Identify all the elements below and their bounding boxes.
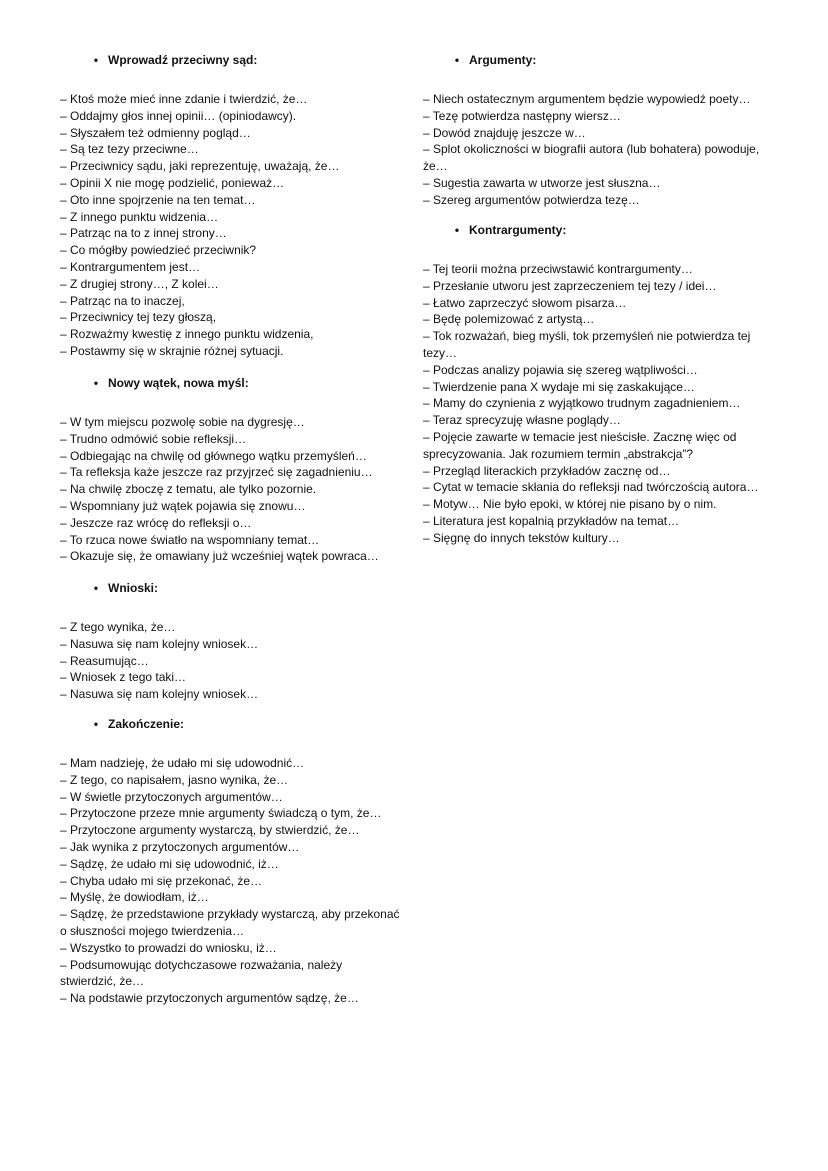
list-item: – Szereg argumentów potwierdza tezę…	[423, 192, 640, 207]
list-item: – Przytoczone przeze mnie argumenty świadczą o tym, że…	[60, 806, 382, 821]
list-item: – Jak wynika z przytoczonych argumentów…	[60, 839, 300, 854]
phrase-list	[60, 91, 400, 360]
list-item: – Nasuwa się nam kolejny wniosek…	[60, 687, 259, 702]
list-item: – Ktoś może mieć inne zdanie i twierdzić, że…	[60, 92, 308, 106]
list-item: – Patrząc na to inaczej,	[60, 293, 185, 308]
list-item: – Nasuwa się nam kolejny wniosek…	[60, 636, 259, 651]
list-item: – Tezę potwierdza następny wiersz…	[423, 108, 621, 123]
list-item: – Wniosek z tego taki…	[60, 670, 187, 685]
list-item: – Motyw… Nie było epoki, w której nie pisano by o nim.	[423, 497, 717, 512]
counterarguments-section	[423, 222, 768, 547]
conclusions-section	[60, 580, 400, 703]
section-heading	[60, 375, 400, 392]
ending-section	[60, 716, 400, 1007]
opposing-view-section	[60, 52, 400, 360]
list-item: – Cytat w temacie skłania do refleksji nad twórczością autora…	[423, 480, 759, 495]
list-item: – Pojęcie zawarte w temacie jest nieścisłe. Zacznę więc od sprecyzowania. Jak rozumiem termin „abstrakcja”?	[423, 429, 737, 461]
bullet-icon: •	[93, 717, 99, 731]
list-item: – Oddajmy głos innej opinii… (opiniodawcy).	[60, 108, 297, 123]
list-item: – Słyszałem też odmienny pogląd…	[60, 125, 251, 140]
list-item: – To rzuca nowe światło na wspomniany temat…	[60, 532, 320, 547]
list-item: – Opinii X nie mogę podzielić, ponieważ…	[60, 175, 285, 190]
list-item: – Podsumowując dotychczasowe rozważania, należy stwierdzić, że…	[60, 957, 343, 989]
new-thread-section	[60, 375, 400, 565]
heading-text: Argumenty:	[469, 53, 537, 67]
list-item: – Literatura jest kopalnią przykładów na temat…	[423, 513, 680, 528]
list-item: – Będę polemizować z artystą…	[423, 312, 595, 327]
list-item: – Łatwo zaprzeczyć słowom pisarza…	[423, 295, 627, 310]
list-item: – Kontrargumentem jest…	[60, 259, 201, 274]
list-item: – Dowód znajduję jeszcze w…	[423, 125, 586, 140]
list-item: – Przegląd literackich przykładów zacznę od…	[423, 463, 671, 478]
list-item: – Splot okoliczności w biografii autora (lub bohatera) powoduje, że…	[423, 142, 760, 174]
list-item: – Sądzę, że przedstawione przykłady wystarczą, aby przekonać o słuszności mojego twierdzenia…	[60, 907, 400, 938]
heading-text: Wnioski:	[108, 581, 158, 595]
heading-text: Kontrargumenty:	[469, 223, 567, 237]
list-item: – Są tez tezy przeciwne…	[60, 142, 199, 157]
list-item: – Mam nadzieję, że udało mi się udowodnić…	[60, 756, 305, 770]
list-item: – Ta refleksja każe jeszcze raz przyjrzeć się zagadnieniu…	[60, 465, 373, 480]
phrase-list	[60, 619, 400, 703]
heading-text: Wprowadź przeciwny sąd:	[108, 53, 258, 67]
list-item: – Myślę, że dowiodłam, iż…	[60, 890, 209, 905]
list-item: – Przeciwnicy tej tezy głoszą,	[60, 310, 217, 325]
list-item: – Z tego, co napisałem, jasno wynika, że…	[60, 772, 289, 787]
phrase-list	[60, 755, 400, 1007]
list-item: – Sięgnę do innych tekstów kultury…	[423, 530, 620, 545]
phrase-list	[423, 261, 768, 547]
list-item: – W świetle przytoczonych argumentów…	[60, 789, 283, 804]
section-heading	[60, 580, 400, 597]
list-item: – Przeciwnicy sądu, jaki reprezentuję, uważają, że…	[60, 159, 340, 174]
list-item: – Niech ostatecznym argumentem będzie wypowiedź poety…	[423, 92, 751, 106]
list-item: – Tok rozważań, bieg myśli, tok przemyśleń nie potwierdza tej tezy…	[423, 329, 751, 360]
list-item: – Przesłanie utworu jest zaprzeczeniem tej tezy / idei…	[423, 278, 717, 293]
list-item: – Patrząc na to z innej strony…	[60, 226, 227, 241]
section-heading	[423, 222, 768, 239]
bullet-icon: •	[454, 223, 460, 237]
list-item: – Na chwilę zboczę z tematu, ale tylko pozornie.	[60, 482, 317, 497]
list-item: – Sugestia zawarta w utworze jest słuszna…	[423, 175, 661, 190]
bullet-icon: •	[93, 581, 99, 595]
phrase-list	[60, 414, 400, 565]
list-item: – Teraz sprecyzuję własne poglądy…	[423, 413, 621, 428]
list-item: – Na podstawie przytoczonych argumentów sądzę, że…	[60, 991, 359, 1006]
phrase-list	[423, 91, 768, 209]
list-item: – Mamy do czynienia z wyjątkowo trudnym zagadnieniem…	[423, 396, 741, 411]
heading-text: Nowy wątek, nowa myśl:	[108, 376, 249, 390]
section-heading	[60, 52, 400, 69]
list-item: – Odbiegając na chwilę od głównego wątku przemyśleń…	[60, 448, 367, 463]
list-item: – Sądzę, że udało mi się udowodnić, iż…	[60, 856, 279, 871]
list-item: – Z tego wynika, że…	[60, 620, 176, 634]
section-heading	[60, 716, 400, 733]
bullet-icon: •	[93, 376, 99, 390]
bullet-icon: •	[93, 53, 99, 67]
heading-text: Zakończenie:	[108, 717, 185, 731]
list-item: – Wspomniany już wątek pojawia się znowu…	[60, 498, 306, 513]
list-item: – Z innego punktu widzenia…	[60, 209, 219, 224]
list-item: – W tym miejscu pozwolę sobie na dygresję…	[60, 415, 305, 429]
list-item: – Jeszcze raz wrócę do refleksji o…	[60, 515, 252, 530]
list-item: – Wszystko to prowadzi do wniosku, iż…	[60, 940, 277, 955]
list-item: – Postawmy się w skrajnie różnej sytuacji.	[60, 343, 284, 358]
list-item: – Reasumując…	[60, 653, 149, 668]
arguments-section	[423, 52, 768, 209]
list-item: – Podczas analizy pojawia się szereg wątpliwości…	[423, 362, 698, 377]
list-item: – Co mógłby powiedzieć przeciwnik?	[60, 243, 257, 258]
bullet-icon: •	[454, 53, 460, 67]
list-item: – Oto inne spojrzenie na ten temat…	[60, 192, 256, 207]
list-item: – Z drugiej strony…, Z kolei…	[60, 276, 219, 291]
list-item: – Tej teorii można przeciwstawić kontrargumenty…	[423, 262, 693, 276]
list-item: – Trudno odmówić sobie refleksji…	[60, 431, 247, 446]
list-item: – Chyba udało mi się przekonać, że…	[60, 873, 263, 888]
section-heading	[423, 52, 768, 69]
list-item: – Okazuje się, że omawiany już wcześniej wątek powraca…	[60, 549, 379, 564]
list-item: – Twierdzenie pana X wydaje mi się zaskakujące…	[423, 379, 695, 394]
list-item: – Rozważmy kwestię z innego punktu widzenia,	[60, 327, 314, 342]
list-item: – Przytoczone argumenty wystarczą, by stwierdzić, że…	[60, 823, 360, 838]
